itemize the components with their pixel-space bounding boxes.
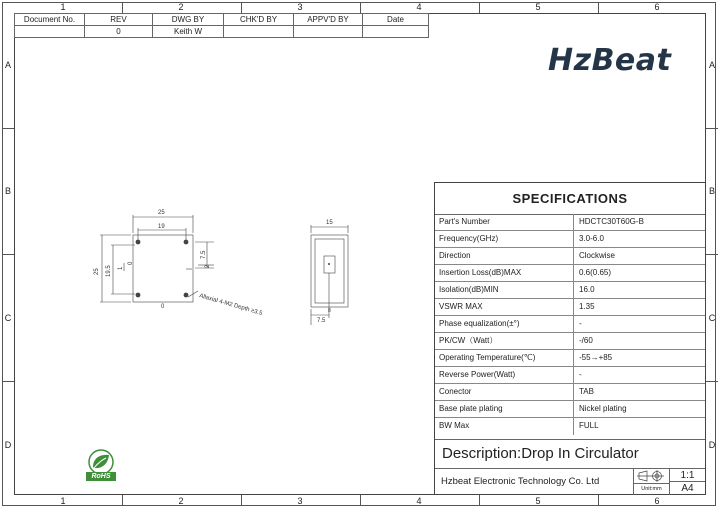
header-chkd-by: CHK'D BY xyxy=(223,13,294,26)
value-appvd-by xyxy=(293,25,363,38)
zone-row-b: B xyxy=(4,186,11,196)
zone-column-3: 3 xyxy=(297,496,303,506)
zone-tick xyxy=(598,2,599,13)
dim-right-top: 7.5 xyxy=(201,250,207,259)
value-chkd-by xyxy=(223,25,294,38)
spec-row xyxy=(435,384,705,401)
spec-value: - xyxy=(579,319,582,328)
spec-value: TAB xyxy=(579,387,594,396)
projection-symbol-icon xyxy=(634,469,668,483)
zone-tick xyxy=(360,2,361,13)
zone-column-5: 5 xyxy=(535,2,541,12)
dim-left-inner: 19.5 xyxy=(106,265,112,277)
spec-label: PK/CW（Watt） xyxy=(439,336,498,345)
zone-column-4: 4 xyxy=(416,496,422,506)
zone-row-d: D xyxy=(4,440,12,450)
dim-inner-small: 0 xyxy=(128,261,134,265)
header-dwg-by: DWG BY xyxy=(152,13,224,26)
rohs-badge xyxy=(84,448,118,482)
spec-value: FULL xyxy=(579,421,599,430)
header-rev: REV xyxy=(84,13,153,26)
spec-row xyxy=(435,367,705,384)
zone-column-1: 1 xyxy=(60,496,66,506)
zone-column-2: 2 xyxy=(178,2,184,12)
pin-dot xyxy=(328,263,330,265)
zone-column-6: 6 xyxy=(654,496,660,506)
spec-row xyxy=(435,418,705,435)
zone-tick xyxy=(479,2,480,13)
zone-column-6: 6 xyxy=(654,2,660,12)
spec-row xyxy=(435,316,705,333)
zone-tick xyxy=(706,381,718,382)
spec-value: 16.0 xyxy=(579,285,595,294)
specifications-table xyxy=(434,182,706,495)
spec-value: 0.6(0.65) xyxy=(579,268,612,277)
header-appvd-by: APPV'D BY xyxy=(293,13,363,26)
spec-label: Part's Number xyxy=(439,217,490,226)
header-date: Date xyxy=(362,13,429,26)
drawing-scale: 1:1 xyxy=(669,469,705,482)
spec-value: -55→+85 xyxy=(579,353,613,362)
specifications-title: SPECIFICATIONS xyxy=(435,183,705,215)
spec-row xyxy=(435,333,705,350)
spec-label: Reverse Power(Watt) xyxy=(439,370,516,379)
zone-tick xyxy=(2,254,14,255)
rohs-label: RoHS xyxy=(91,473,111,480)
side-dim-half: 7.5 xyxy=(317,318,326,324)
zone-column-5: 5 xyxy=(535,496,541,506)
spec-label: Phase equalization(±°) xyxy=(439,319,520,328)
spec-value: 1.35 xyxy=(579,302,595,311)
zone-column-4: 4 xyxy=(416,2,422,12)
value-rev: 0 xyxy=(84,25,153,38)
spec-label: Base plate plating xyxy=(439,404,503,413)
spec-value: Clockwise xyxy=(579,251,616,260)
spec-row xyxy=(435,350,705,367)
zone-column-2: 2 xyxy=(178,496,184,506)
spec-label: Insertion Loss(dB)MAX xyxy=(439,268,522,277)
spec-value: Nickel plating xyxy=(579,404,627,413)
dim-top-inner: 19 xyxy=(158,224,165,230)
hole-note: Allaxial 4-M2 Depth ≥3.5 xyxy=(198,293,263,317)
port-label-bottom: 0 xyxy=(161,304,165,310)
dim-left-small: 1 xyxy=(118,266,124,270)
zone-row-a: A xyxy=(708,60,715,70)
spec-value: 3.0-6.0 xyxy=(579,234,604,243)
spec-row xyxy=(435,265,705,282)
technical-drawing xyxy=(80,205,400,335)
mounting-hole-bottom-right xyxy=(184,293,189,298)
zone-tick xyxy=(122,2,123,13)
front-view-body xyxy=(133,235,193,302)
spec-row xyxy=(435,282,705,299)
spec-row xyxy=(435,248,705,265)
zone-tick xyxy=(241,495,242,506)
spec-value: - xyxy=(579,370,582,379)
spec-label: Operating Temperature(℃) xyxy=(439,353,536,362)
zone-column-1: 1 xyxy=(60,2,66,12)
company-name: Hzbeat Electronic Technology Co. Ltd xyxy=(441,476,600,487)
mounting-hole-top-right xyxy=(184,240,189,245)
spec-label: Frequency(GHz) xyxy=(439,234,499,243)
value-date xyxy=(362,25,429,38)
zone-tick xyxy=(2,128,14,129)
side-view-body xyxy=(311,235,348,307)
zone-row-c: C xyxy=(708,313,716,323)
zone-tick xyxy=(706,128,718,129)
spec-row xyxy=(435,299,705,316)
spec-label: Conector xyxy=(439,387,472,396)
zone-column-3: 3 xyxy=(297,2,303,12)
spec-label: Isolation(dB)MIN xyxy=(439,285,499,294)
mounting-hole-top-left xyxy=(136,240,141,245)
side-dim-width: 15 xyxy=(326,220,333,226)
spec-row xyxy=(435,401,705,418)
spec-value: HDCTC30T60G-B xyxy=(579,217,644,226)
dim-right-small: 2 xyxy=(205,264,211,268)
spec-label: VSWR MAX xyxy=(439,302,483,311)
spec-value: -/60 xyxy=(579,336,593,345)
zone-row-c: C xyxy=(4,313,12,323)
dim-left-outer: 25 xyxy=(94,268,100,275)
value-document-no xyxy=(14,25,85,38)
zone-tick xyxy=(241,2,242,13)
mounting-hole-bottom-left xyxy=(136,293,141,298)
zone-tick xyxy=(122,495,123,506)
spec-label: BW Max xyxy=(439,421,470,430)
zone-tick xyxy=(479,495,480,506)
paper-size: A4 xyxy=(669,482,705,495)
spec-row xyxy=(435,231,705,248)
spec-row xyxy=(435,214,705,231)
zone-tick xyxy=(706,254,718,255)
side-pin-label: 8 xyxy=(328,308,331,314)
value-dwg-by: Keith W xyxy=(152,25,224,38)
zone-tick xyxy=(598,495,599,506)
zone-row-b: B xyxy=(708,186,715,196)
spec-label: Direction xyxy=(439,251,471,260)
unit-label: Unit:mm xyxy=(633,484,669,495)
zone-row-a: A xyxy=(4,60,11,70)
projection-symbol xyxy=(633,469,669,484)
dim-top-outer: 25 xyxy=(158,210,165,216)
zone-tick xyxy=(360,495,361,506)
company-logo: HzBeat xyxy=(548,43,672,78)
header-document-no: Document No. xyxy=(14,13,85,26)
zone-tick xyxy=(2,381,14,382)
zone-row-d: D xyxy=(708,440,716,450)
drawing-description: Description:Drop In Circulator xyxy=(435,439,705,469)
